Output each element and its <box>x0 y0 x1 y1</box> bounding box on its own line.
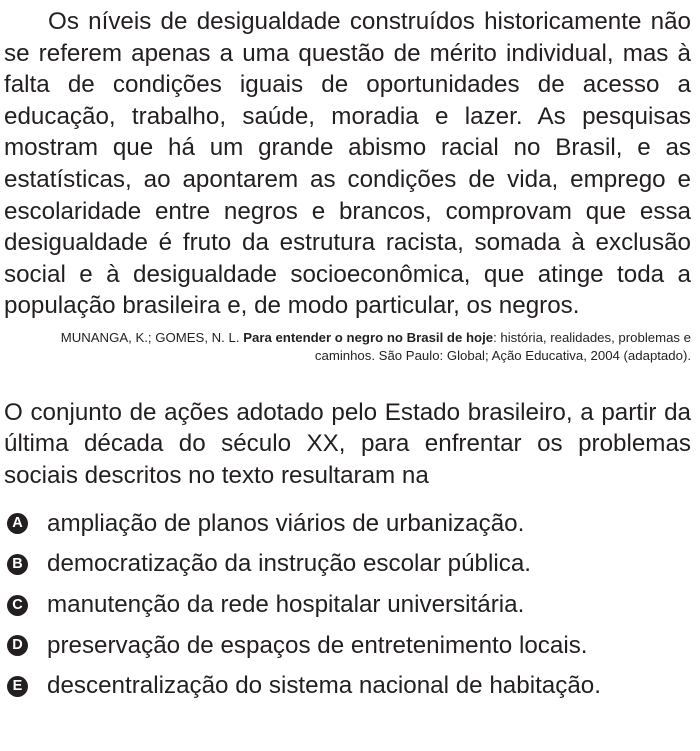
citation-authors: MUNANGA, K.; GOMES, N. L. <box>60 329 244 345</box>
option-c-text: manutenção da rede hospitalar universitária. <box>47 591 525 619</box>
passage-text: Os níveis de desigualdade construídos historicamente não se referem apenas a uma questão de mérito individual, mas à falta de condições iguais de oportunidades de acesso a educação, trabalho, saúde, moradia e lazer. As pesquisas mostram que há um grande abismo racial no Brasil, e as estatísticas, ao apontarem as condições de vida, emprego e escolaridade entre negros e brancos, comprovam que essa desigualdade é fruto da estrutura racista, somada à exclusão social e à desigualdade socioeconômica, que atinge toda a população brasileira e, de modo particular, os negros. <box>4 8 691 320</box>
option-d[interactable] <box>4 625 691 666</box>
option-a[interactable] <box>4 504 691 545</box>
option-e[interactable] <box>4 666 691 707</box>
option-b-letter-badge: B <box>7 554 28 575</box>
citation-details: : história, realidades, problemas e caminhos. São Paulo: Global; Ação Educativa, 2004 (adaptado). <box>314 329 691 364</box>
option-e-letter-badge: E <box>7 676 28 697</box>
question-stem: O conjunto de ações adotado pelo Estado brasileiro, a partir da última década do século XX, para enfrentar os problemas sociais descritos no texto resultaram na <box>4 398 691 489</box>
option-b[interactable] <box>4 544 691 585</box>
option-d-letter-badge: D <box>7 635 28 656</box>
citation-book-title: Para entender o negro no Brasil de hoje <box>243 329 494 345</box>
option-c-letter-badge: C <box>7 595 28 616</box>
option-b-text: democratização da instrução escolar pública. <box>47 550 532 578</box>
option-e-text: descentralização do sistema nacional de habitação. <box>47 672 601 700</box>
option-a-letter-badge: A <box>7 513 28 534</box>
source-citation <box>4 329 691 366</box>
option-a-text: ampliação de planos viários de urbanização. <box>47 509 525 537</box>
answer-options <box>4 504 691 707</box>
option-d-text: preservação de espaços de entretenimento locais. <box>47 631 588 659</box>
option-c[interactable] <box>4 585 691 626</box>
